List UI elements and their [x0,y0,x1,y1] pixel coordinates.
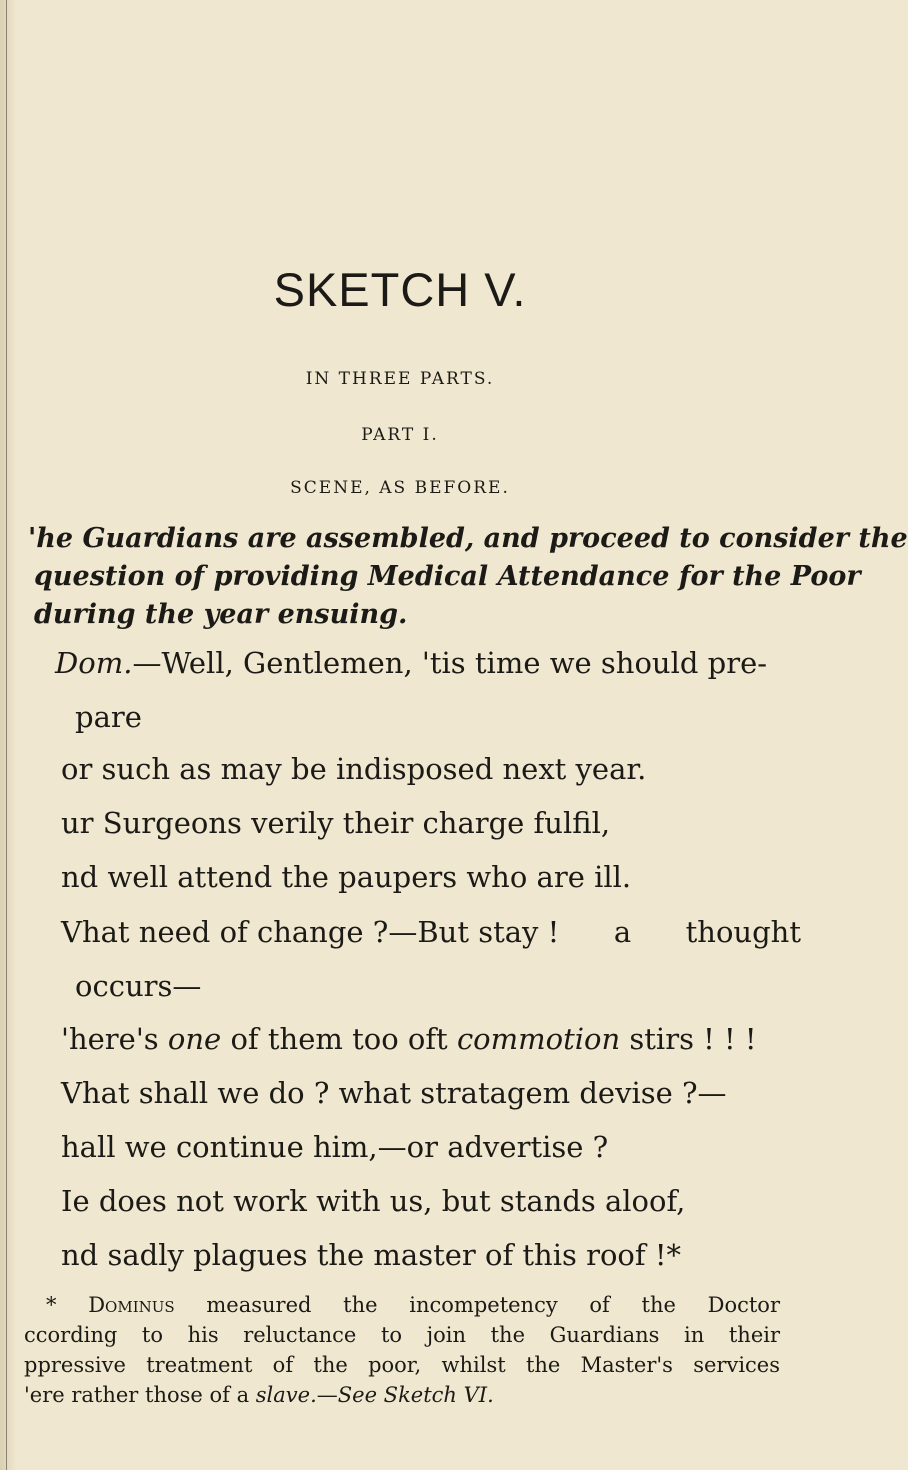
footnote-text: measured the incompetency of the Doctor [174,1293,780,1317]
page-gutter [0,0,16,1470]
verse-line [61,1022,757,1056]
footnote-name: Dominus [88,1293,175,1317]
stage-direction-line: during the year ensuing. [34,599,408,630]
footnote-marker: * [46,1293,57,1317]
verse-text: of them too oft [221,1022,457,1056]
verse-line: occurs— [75,969,202,1003]
verse-emphasis: commotion [456,1022,621,1056]
verse-line [61,915,801,949]
verse-line: Ie does not work with us, but stands aloof, [61,1184,686,1218]
footnote-line [24,1380,780,1410]
footnote [24,1290,780,1410]
verse-line: or such as may be indisposed next year. [61,752,647,786]
footnote-emphasis: slave. [255,1383,317,1407]
subtitle: IN THREE PARTS. [305,369,495,389]
verse-line: hall we continue him,—or advertise ? [61,1130,609,1164]
footnote-text: 'ere rather those of a [24,1383,256,1407]
verse-line: pare [75,700,142,734]
footnote-line: ccording to his reluctance to join the Guardians in their [24,1323,780,1347]
stage-direction [28,520,908,634]
verse-line [55,646,767,680]
speaker-name: Dom. [55,646,133,680]
verse-text: 'here's [61,1022,168,1056]
verse-line: Vhat shall we do ? what stratagem devise ?— [61,1076,727,1110]
footnote-line: ppressive treatment of the poor, whilst the Master's services [24,1353,780,1377]
sketch-title: SKETCH V. [273,263,527,316]
verse-text: Vhat need of change ?—But stay ! [61,915,560,949]
scene-heading: SCENE, AS BEFORE. [290,478,510,498]
verse-emphasis: one [167,1022,222,1056]
stage-direction-line: 'he Guardians are assembled, and proceed to consider the [28,523,908,554]
verse-text: a [613,915,632,949]
verse-text: thought [685,915,801,949]
verse-line: nd well attend the paupers who are ill. [61,860,632,894]
verse-line: ur Surgeons verily their charge fulfil, [61,806,611,840]
footnote-line [24,1290,780,1320]
verse-text: stirs ! ! ! [620,1022,757,1056]
gutter-shadow-line [6,0,7,1470]
footnote-text: — [316,1383,338,1407]
footnote-cross-reference: See Sketch VI. [337,1383,494,1407]
part-heading: PART I. [361,425,439,445]
stage-direction-line: question of providing Medical Attendance for the Poor [34,561,861,592]
verse-text: —Well, Gentlemen, 'tis time we should pre- [132,646,768,680]
verse-line: nd sadly plagues the master of this roof !* [61,1238,681,1272]
